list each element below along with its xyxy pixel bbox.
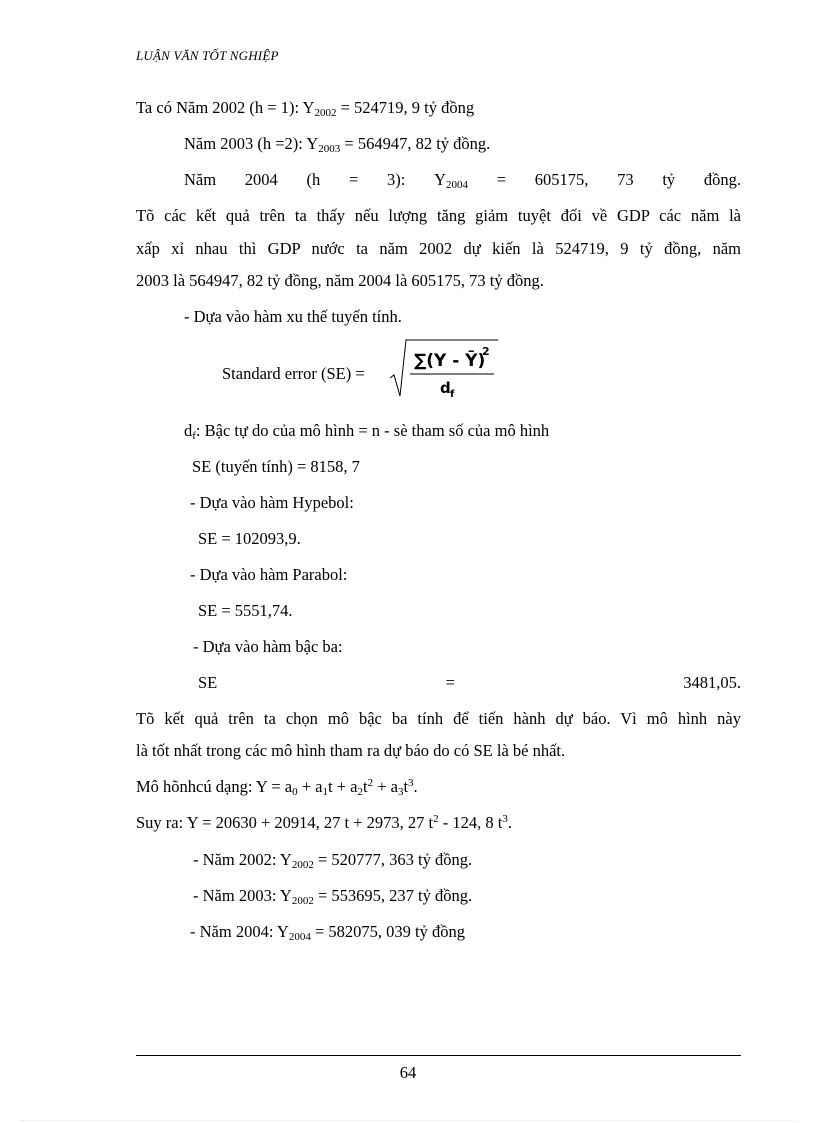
page-number: 64: [399, 1063, 417, 1082]
forecast-result-2004: - Năm 2004: $Y_{2004} = 582075$, 039 tỷ đồng: [190, 922, 465, 943]
footer-rule: [136, 1055, 741, 1056]
formula-numerator: ∑(Y - Ȳ): [414, 351, 486, 371]
se-linear: SE (tuyến tính) = 8158, 7: [192, 457, 360, 476]
section-parabol: - Dựa vào hàm Parabol:: [190, 565, 348, 584]
page-edge-dotted-line: [20, 1120, 796, 1121]
formula-radical: [390, 338, 500, 400]
paragraph-line: là tốt nhất trong các mô hình tham ra dự báo do có SE là bé nhất.: [136, 741, 566, 760]
section-hyperbol: - Dựa vào hàm Hypebol:: [190, 493, 354, 512]
formula-label: Standard error (SE) =: [222, 364, 365, 383]
se-cubic: SE = 3481,05.: [198, 673, 741, 692]
formula-exponent: 2: [482, 345, 490, 358]
running-header: LUẬN VĂN TỐT NGHIỆP: [136, 48, 279, 63]
formula-denominator-sub: f: [450, 389, 455, 400]
formula-denominator: d: [440, 379, 451, 397]
paragraph-line: Tõ các kết quả trên ta thấy nếu lượng tăng giảm tuyệt đối về GDP các năm là: [136, 206, 741, 225]
model-form: Mô hõnhcú dạng: $Y = a_0 + a_1t + a_2t^2 + a_3t^3$.: [136, 777, 418, 798]
section-linear-trend: - Dựa vào hàm xu thế tuyến tính.: [184, 307, 402, 326]
section-cubic: - Dựa vào hàm bậc ba:: [193, 637, 343, 656]
fitted-model: Suy ra: Y = 20630 + 20914, 27 t + 2973, 27 $t^2 - 124$, 8 $t^3$.: [136, 813, 512, 832]
df-definition: $d_f$: Bậc tự do của mô hình = n - sè tham số của mô hình: [184, 421, 550, 442]
paragraph-line: xấp xỉ nhau thì GDP nước ta năm 2002 dự kiến là 524719, 9 tỷ đồng, năm: [136, 239, 741, 258]
forecast-line-2002: Ta có Năm 2002 (h = 1): $Y_{2002} = 524719$, 9 tỷ đồng: [136, 98, 475, 119]
forecast-result-2002: - Năm 2002: $Y_{2002} = 520777$, 363 tỷ đồng.: [193, 850, 473, 871]
paragraph-line: Tõ kết quả trên ta chọn mô bậc ba tính để tiến hành dự báo. Vì mô hình này: [136, 709, 741, 728]
paragraph-line: 2003 là 564947, 82 tỷ đồng, năm 2004 là 605175, 73 tỷ đồng.: [136, 271, 544, 290]
forecast-result-2003: - Năm 2003: $Y_{2002} = 553695$, 237 tỷ đồng.: [193, 886, 473, 907]
forecast-line-2004: Năm 2004 (h = 3): $Y_{2004}$ = 605175, 73 tỷ đồng.: [184, 170, 741, 191]
se-parabol: SE = 5551,74.: [198, 601, 293, 620]
forecast-line-2003: Năm 2003 (h =2): $Y_{2003} = 564947$, 82 tỷ đồng.: [184, 134, 491, 155]
se-hyperbol: SE = 102093,9.: [198, 529, 301, 548]
